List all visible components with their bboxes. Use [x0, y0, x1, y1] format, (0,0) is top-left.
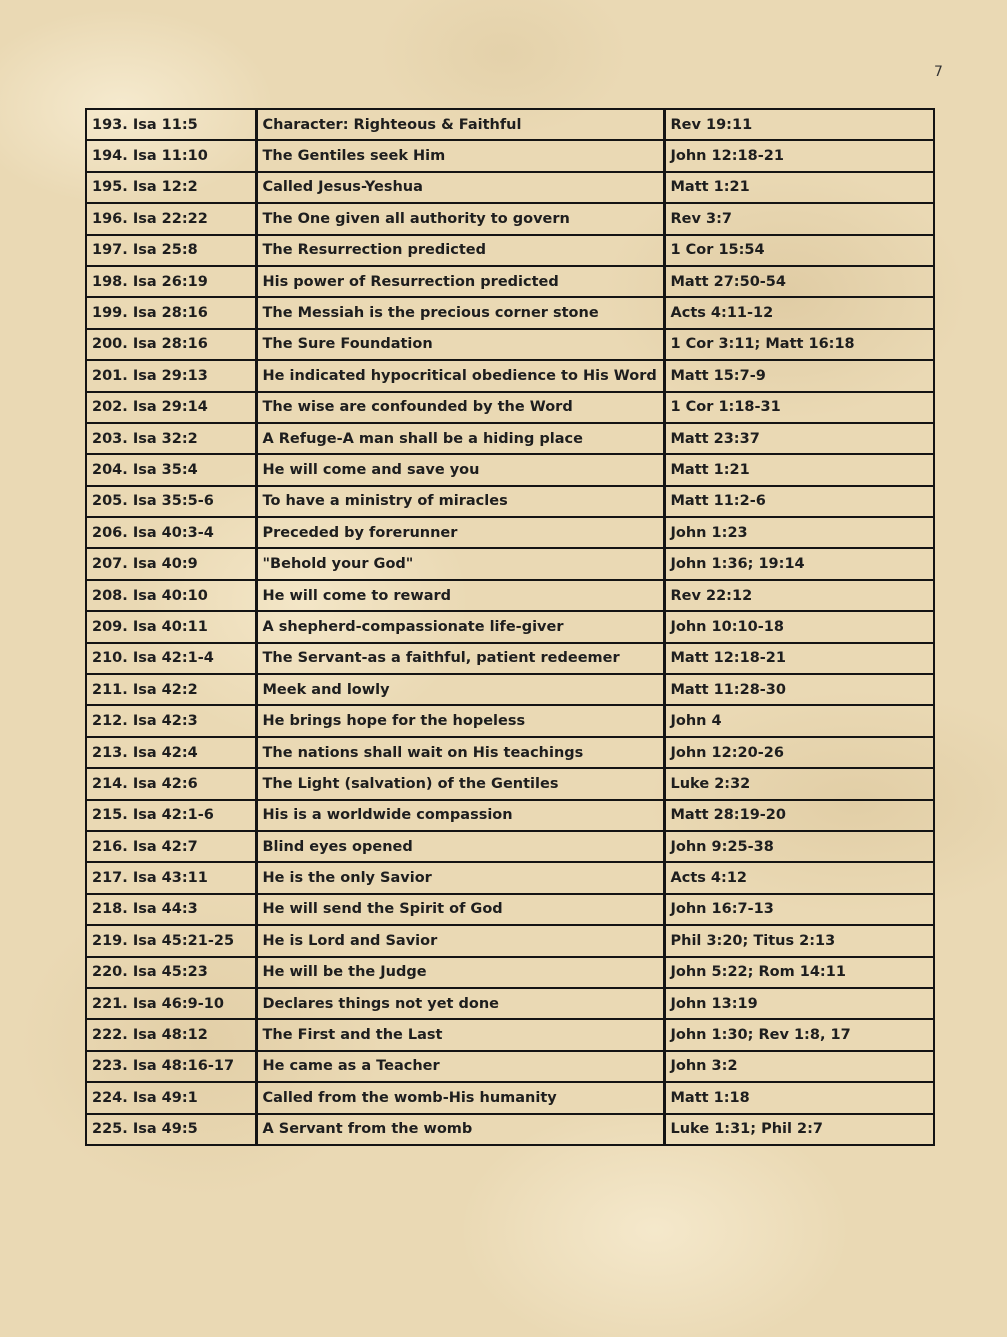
- fulfillment-description-cell: The Messiah is the precious corner stone: [256, 297, 664, 328]
- prophecy-reference-cell: 210. Isa 42:1-4: [86, 643, 256, 674]
- table-row: [86, 643, 934, 674]
- prophecy-reference-cell: 214. Isa 42:6: [86, 768, 256, 799]
- new-testament-reference-cell: John 4: [664, 705, 934, 736]
- fulfillment-description-cell: He indicated hypocritical obedience to His Word: [256, 360, 664, 391]
- prophecy-reference-cell: 199. Isa 28:16: [86, 297, 256, 328]
- table-row: [86, 925, 934, 956]
- fulfillment-description-cell: Preceded by forerunner: [256, 517, 664, 548]
- new-testament-reference-cell: 1 Cor 15:54: [664, 235, 934, 266]
- fulfillment-description-cell: Character: Righteous & Faithful: [256, 109, 664, 140]
- new-testament-reference-cell: Matt 23:37: [664, 423, 934, 454]
- fulfillment-description-cell: Blind eyes opened: [256, 831, 664, 862]
- new-testament-reference-cell: John 16:7-13: [664, 894, 934, 925]
- table-row: [86, 360, 934, 391]
- fulfillment-description-cell: His is a worldwide compassion: [256, 800, 664, 831]
- prophecy-table: [85, 108, 935, 1146]
- prophecy-reference-cell: 193. Isa 11:5: [86, 109, 256, 140]
- fulfillment-description-cell: Declares things not yet done: [256, 988, 664, 1019]
- prophecy-reference-cell: 225. Isa 49:5: [86, 1114, 256, 1145]
- fulfillment-description-cell: Called from the womb-His humanity: [256, 1082, 664, 1113]
- new-testament-reference-cell: Rev 22:12: [664, 580, 934, 611]
- prophecy-reference-cell: 215. Isa 42:1-6: [86, 800, 256, 831]
- new-testament-reference-cell: Luke 2:32: [664, 768, 934, 799]
- table-row: [86, 423, 934, 454]
- table-row: [86, 454, 934, 485]
- fulfillment-description-cell: To have a ministry of miracles: [256, 486, 664, 517]
- fulfillment-description-cell: The First and the Last: [256, 1019, 664, 1050]
- prophecy-reference-cell: 196. Isa 22:22: [86, 203, 256, 234]
- table-row: [86, 297, 934, 328]
- fulfillment-description-cell: The Gentiles seek Him: [256, 140, 664, 171]
- new-testament-reference-cell: Luke 1:31; Phil 2:7: [664, 1114, 934, 1145]
- table-row: [86, 266, 934, 297]
- fulfillment-description-cell: The Resurrection predicted: [256, 235, 664, 266]
- prophecy-reference-cell: 216. Isa 42:7: [86, 831, 256, 862]
- new-testament-reference-cell: John 1:30; Rev 1:8, 17: [664, 1019, 934, 1050]
- new-testament-reference-cell: John 5:22; Rom 14:11: [664, 957, 934, 988]
- prophecy-reference-cell: 217. Isa 43:11: [86, 862, 256, 893]
- fulfillment-description-cell: Meek and lowly: [256, 674, 664, 705]
- table-row: [86, 1114, 934, 1145]
- new-testament-reference-cell: Matt 28:19-20: [664, 800, 934, 831]
- table-row: [86, 957, 934, 988]
- table-row: [86, 486, 934, 517]
- fulfillment-description-cell: He will be the Judge: [256, 957, 664, 988]
- table-row: [86, 988, 934, 1019]
- fulfillment-description-cell: "Behold your God": [256, 548, 664, 579]
- prophecy-reference-cell: 221. Isa 46:9-10: [86, 988, 256, 1019]
- prophecy-reference-cell: 220. Isa 45:23: [86, 957, 256, 988]
- prophecy-reference-cell: 204. Isa 35:4: [86, 454, 256, 485]
- prophecy-reference-cell: 222. Isa 48:12: [86, 1019, 256, 1050]
- new-testament-reference-cell: John 12:20-26: [664, 737, 934, 768]
- fulfillment-description-cell: His power of Resurrection predicted: [256, 266, 664, 297]
- prophecy-reference-cell: 212. Isa 42:3: [86, 705, 256, 736]
- prophecy-reference-cell: 207. Isa 40:9: [86, 548, 256, 579]
- prophecy-reference-cell: 218. Isa 44:3: [86, 894, 256, 925]
- prophecy-reference-cell: 219. Isa 45:21-25: [86, 925, 256, 956]
- fulfillment-description-cell: The nations shall wait on His teachings: [256, 737, 664, 768]
- fulfillment-description-cell: The Light (salvation) of the Gentiles: [256, 768, 664, 799]
- table-row: [86, 580, 934, 611]
- table-row: [86, 203, 934, 234]
- new-testament-reference-cell: Matt 1:21: [664, 454, 934, 485]
- new-testament-reference-cell: John 10:10-18: [664, 611, 934, 642]
- fulfillment-description-cell: Called Jesus-Yeshua: [256, 172, 664, 203]
- new-testament-reference-cell: Rev 19:11: [664, 109, 934, 140]
- prophecy-reference-cell: 209. Isa 40:11: [86, 611, 256, 642]
- prophecy-reference-cell: 195. Isa 12:2: [86, 172, 256, 203]
- prophecy-reference-cell: 205. Isa 35:5-6: [86, 486, 256, 517]
- prophecy-reference-cell: 206. Isa 40:3-4: [86, 517, 256, 548]
- table-row: [86, 1051, 934, 1082]
- prophecy-reference-cell: 200. Isa 28:16: [86, 329, 256, 360]
- new-testament-reference-cell: Rev 3:7: [664, 203, 934, 234]
- table-row: [86, 517, 934, 548]
- table-row: [86, 737, 934, 768]
- table-row: [86, 109, 934, 140]
- fulfillment-description-cell: The wise are confounded by the Word: [256, 392, 664, 423]
- table-row: [86, 611, 934, 642]
- fulfillment-description-cell: The Sure Foundation: [256, 329, 664, 360]
- fulfillment-description-cell: A Servant from the womb: [256, 1114, 664, 1145]
- prophecy-reference-cell: 197. Isa 25:8: [86, 235, 256, 266]
- prophecy-reference-cell: 224. Isa 49:1: [86, 1082, 256, 1113]
- prophecy-reference-cell: 213. Isa 42:4: [86, 737, 256, 768]
- new-testament-reference-cell: Matt 1:21: [664, 172, 934, 203]
- table-row: [86, 140, 934, 171]
- table-row: [86, 329, 934, 360]
- new-testament-reference-cell: John 13:19: [664, 988, 934, 1019]
- new-testament-reference-cell: Matt 27:50-54: [664, 266, 934, 297]
- table-row: [86, 392, 934, 423]
- new-testament-reference-cell: John 1:36; 19:14: [664, 548, 934, 579]
- fulfillment-description-cell: He will come and save you: [256, 454, 664, 485]
- new-testament-reference-cell: Acts 4:11-12: [664, 297, 934, 328]
- prophecy-reference-cell: 202. Isa 29:14: [86, 392, 256, 423]
- fulfillment-description-cell: He came as a Teacher: [256, 1051, 664, 1082]
- page-number: 7: [934, 64, 943, 80]
- prophecy-reference-cell: 203. Isa 32:2: [86, 423, 256, 454]
- new-testament-reference-cell: Matt 11:2-6: [664, 486, 934, 517]
- table-row: [86, 894, 934, 925]
- new-testament-reference-cell: Matt 11:28-30: [664, 674, 934, 705]
- new-testament-reference-cell: Matt 1:18: [664, 1082, 934, 1113]
- new-testament-reference-cell: John 9:25-38: [664, 831, 934, 862]
- fulfillment-description-cell: He brings hope for the hopeless: [256, 705, 664, 736]
- new-testament-reference-cell: 1 Cor 3:11; Matt 16:18: [664, 329, 934, 360]
- prophecy-reference-cell: 198. Isa 26:19: [86, 266, 256, 297]
- table-row: [86, 831, 934, 862]
- prophecy-reference-cell: 223. Isa 48:16-17: [86, 1051, 256, 1082]
- prophecy-reference-cell: 194. Isa 11:10: [86, 140, 256, 171]
- prophecy-reference-cell: 211. Isa 42:2: [86, 674, 256, 705]
- prophecy-reference-cell: 208. Isa 40:10: [86, 580, 256, 611]
- new-testament-reference-cell: Matt 12:18-21: [664, 643, 934, 674]
- table-row: [86, 235, 934, 266]
- table-row: [86, 674, 934, 705]
- table-row: [86, 800, 934, 831]
- table-row: [86, 1019, 934, 1050]
- table-row: [86, 705, 934, 736]
- fulfillment-description-cell: He will send the Spirit of God: [256, 894, 664, 925]
- fulfillment-description-cell: The Servant-as a faithful, patient redeemer: [256, 643, 664, 674]
- table-row: [86, 1082, 934, 1113]
- fulfillment-description-cell: The One given all authority to govern: [256, 203, 664, 234]
- fulfillment-description-cell: A shepherd-compassionate life-giver: [256, 611, 664, 642]
- new-testament-reference-cell: John 3:2: [664, 1051, 934, 1082]
- fulfillment-description-cell: He is Lord and Savior: [256, 925, 664, 956]
- new-testament-reference-cell: 1 Cor 1:18-31: [664, 392, 934, 423]
- fulfillment-description-cell: He will come to reward: [256, 580, 664, 611]
- table-row: [86, 862, 934, 893]
- new-testament-reference-cell: Phil 3:20; Titus 2:13: [664, 925, 934, 956]
- new-testament-reference-cell: John 12:18-21: [664, 140, 934, 171]
- table-row: [86, 172, 934, 203]
- fulfillment-description-cell: He is the only Savior: [256, 862, 664, 893]
- table-body: [86, 109, 934, 1145]
- new-testament-reference-cell: Acts 4:12: [664, 862, 934, 893]
- new-testament-reference-cell: Matt 15:7-9: [664, 360, 934, 391]
- table-row: [86, 768, 934, 799]
- prophecy-reference-cell: 201. Isa 29:13: [86, 360, 256, 391]
- table-row: [86, 548, 934, 579]
- new-testament-reference-cell: John 1:23: [664, 517, 934, 548]
- fulfillment-description-cell: A Refuge-A man shall be a hiding place: [256, 423, 664, 454]
